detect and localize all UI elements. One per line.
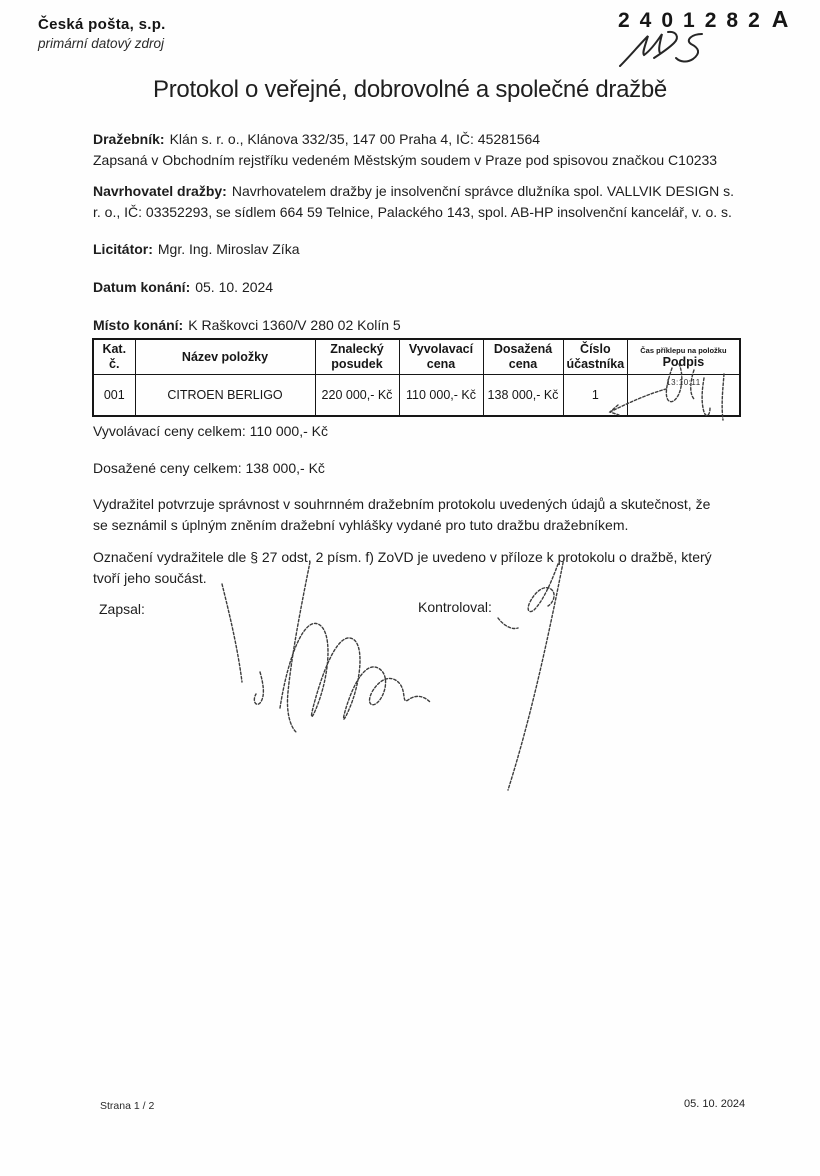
footer-page-number: Strana 1 / 2 [100,1100,155,1112]
confirmation-line1: Vydražitel potvrzuje správnost v souhrnném dražebním protokolu uvedených údajů a skutečnost, že [93,496,711,512]
designation-line2: tvoří jeho součást. [93,570,207,586]
bidder-signature-scribble [606,356,746,428]
confirmation-line2: se seznámil s úplným zněním dražební vyhlášky vydané pro tuto dražbu dražebníkem. [93,517,629,533]
col-header-podpis-label: Podpis [662,355,705,369]
field-misto-konani [93,315,745,336]
col-header-znalecky: Znalecký posudek [315,339,399,375]
designation-line1: Označení vydražitele dle § 27 odst. 2 písm. f) ZoVD je uvedeno v příloze k protokolu o dražbě, který [93,549,712,565]
paragraph-confirmation [93,494,745,536]
field-licitator-label: Licitátor: [93,241,153,257]
field-misto-value: K Raškovci 1360/V 280 02 Kolín 5 [188,317,401,333]
total-dosazene: Dosažené ceny celkem: 138 000,- Kč [93,460,325,476]
kontroloval-signature-scribble [484,548,584,798]
org-subtitle: primární datový zdroj [38,36,165,51]
col-header-vyvolavaci: Vyvolavací cena [399,339,483,375]
field-datum-konani [93,277,745,298]
cell-kat: 001 [93,375,135,417]
stamp-digits: 2401282 [618,9,770,32]
field-licitator-value: Mgr. Ing. Miroslav Zíka [157,241,300,257]
page-title: Protokol o veřejné, dobrovolné a společné dražbě [153,76,667,103]
field-navrhovatel-label: Navrhovatel dražby: [93,183,227,199]
footer-date: 05. 10. 2024 [684,1098,746,1110]
col-header-cas-priklepu: Čas příklepu na položku [640,346,727,355]
cell-nazev: CITROEN BERLIGO [135,375,315,417]
letterhead [38,16,166,51]
col-header-nazev: Název položky [135,339,315,375]
org-name: Česká pošta, s.p. [38,16,166,33]
stamp-letter: A [771,6,789,32]
kontroloval-label: Kontroloval: [418,599,492,615]
field-drazebnik-line2: Zapsaná v Obchodním rejstříku vedeném Městským soudem v Praze pod spisovou značkou C10233 [93,152,718,168]
field-drazebnik [93,129,745,171]
col-header-kat: Kat. č. [93,339,135,375]
total-vyvolavaci: Vyvolávací ceny celkem: 110 000,- Kč [93,423,328,439]
field-drazebnik-label: Dražebník: [93,131,165,147]
zapsal-label: Zapsal: [99,601,145,617]
cell-znalecky: 220 000,- Kč [315,375,399,417]
field-navrhovatel-line2: r. o., IČ: 03352293, se sídlem 664 59 Telnice, Palackého 143, spol. AB-HP insolvenční kancelář, v. o. s. [93,204,732,220]
field-navrhovatel [93,181,745,223]
col-header-cislo: Číslo účastníka [563,339,628,375]
handwritten-initials-mark [614,26,734,72]
cell-vyvolavaci: 110 000,- Kč [399,375,483,417]
field-misto-label: Místo konání: [93,317,184,333]
col-header-dosazena: Dosažená cena [483,339,563,375]
cas-priklepu-timestamp: 13:10:11 [666,378,701,387]
cell-cislo: 1 [563,375,628,417]
field-datum-label: Datum konání: [93,279,191,295]
zapsal-signature-scribble [190,556,440,746]
cell-dosazena: 138 000,- Kč [483,375,563,417]
field-navrhovatel-line1: Navrhovatelem dražby je insolvenční správce dlužníka spol. VALLVIK DESIGN s. [231,183,734,199]
field-licitator [93,239,745,260]
field-drazebnik-line1: Klán s. r. o., Klánova 332/35, 147 00 Praha 4, IČ: 45281564 [169,131,541,147]
field-datum-value: 05. 10. 2024 [195,279,274,295]
